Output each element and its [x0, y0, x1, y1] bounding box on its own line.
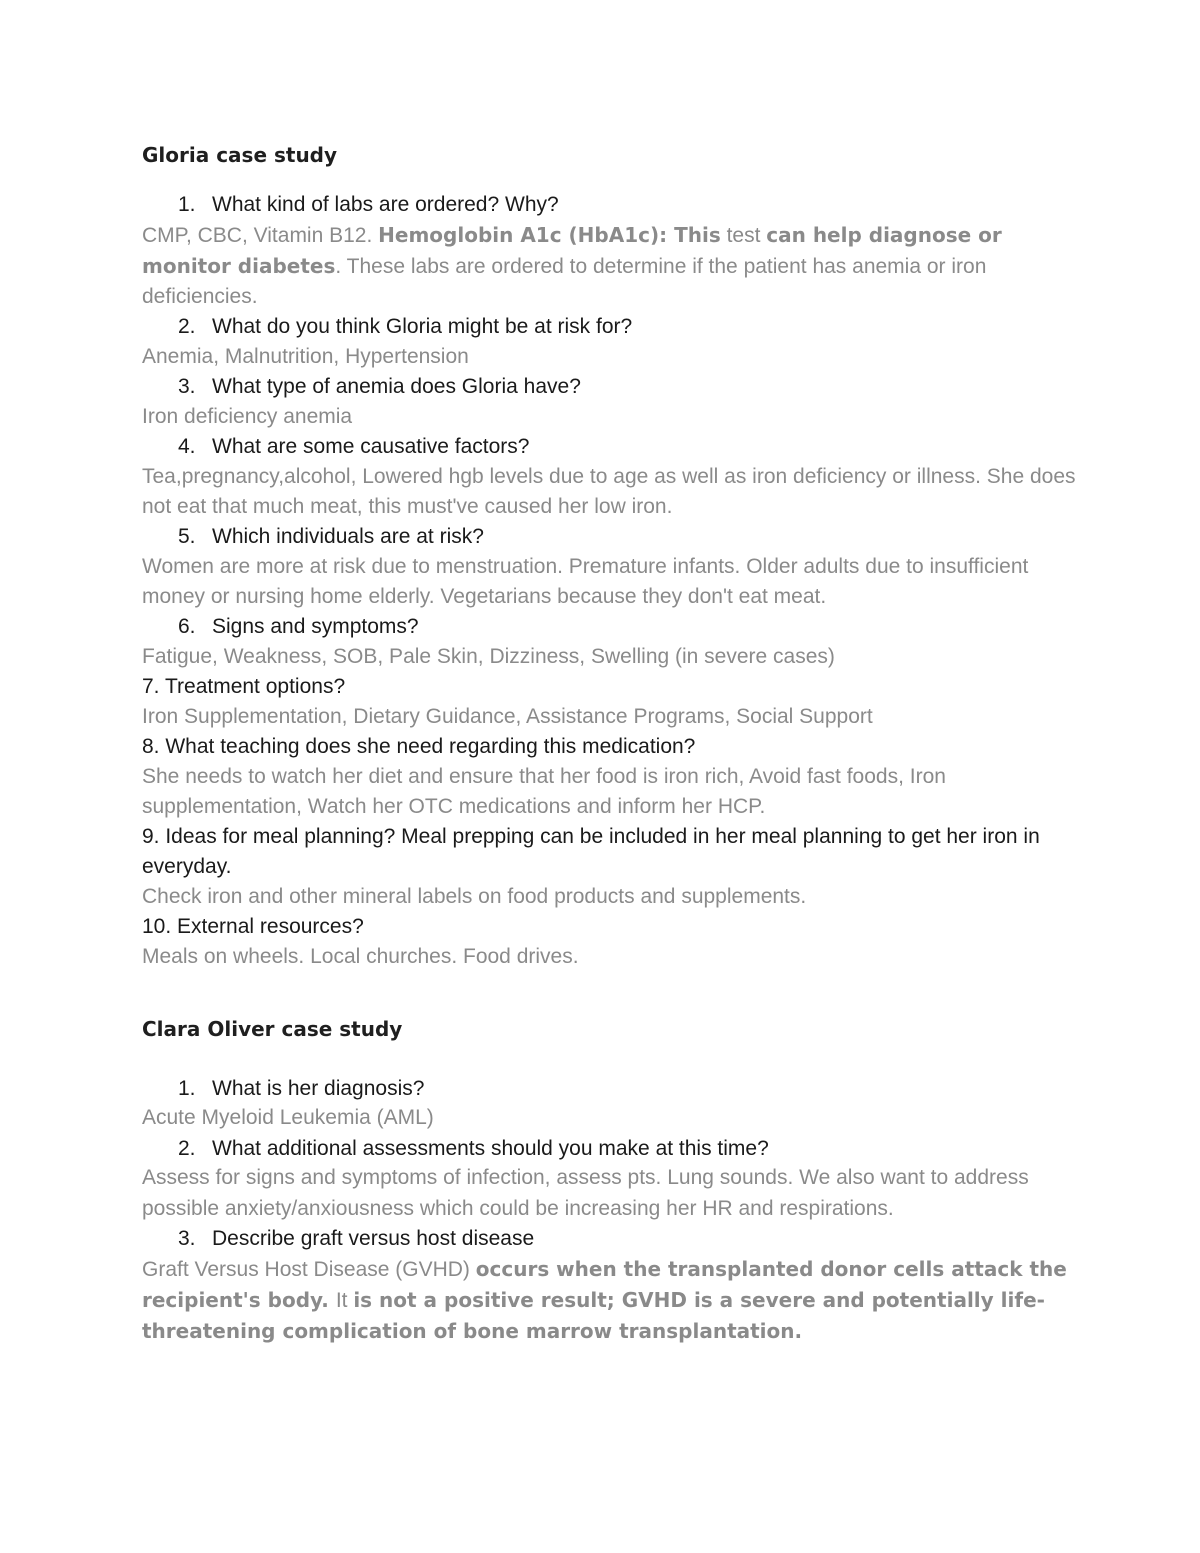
gloria-question-5	[142, 522, 1082, 552]
answer-bold-text: can help diagnose or monitor diabetes	[142, 222, 1002, 278]
answer-bold-text: is not a positive result; GVHD is a severe and potentially life-threatening complication of bone marrow transplantation.	[142, 1287, 1045, 1343]
gloria-question-6	[142, 612, 1082, 642]
question-number: 6.	[178, 615, 196, 639]
clara-answer-1: Acute Myeloid Leukemia (AML)	[142, 1106, 434, 1130]
question-text: What additional assessments should you make at this time?	[212, 1136, 769, 1160]
gloria-answer-4: Tea,pregnancy,alcohol, Lowered hgb levels due to age as well as iron deficiency or illness. She does not eat that much meat, this must've caused her low iron.	[142, 464, 1076, 519]
question-number: 1.	[178, 1076, 196, 1100]
question-number: 2.	[178, 1136, 196, 1160]
question-text: What type of anemia does Gloria have?	[212, 375, 581, 399]
question-number: 5.	[178, 525, 196, 549]
gloria-answer-8: She needs to watch her diet and ensure that her food is iron rich, Avoid fast foods, Iron supplementation, Watch her OTC medications and inform her HCP.	[142, 764, 946, 819]
question-number: 3.	[178, 1226, 196, 1250]
gloria-question-3	[142, 372, 1082, 402]
gloria-section-title: Gloria case study	[142, 143, 338, 167]
question-number: 1.	[178, 193, 196, 216]
question-text: What is her diagnosis?	[212, 1076, 425, 1100]
answer-text: Graft Versus Host Disease (GVHD)	[142, 1257, 476, 1281]
clara-question-1	[142, 1074, 1082, 1104]
gloria-question-4	[142, 432, 1082, 462]
question-text: Signs and symptoms?	[212, 615, 419, 639]
gloria-question-7: 7. Treatment options?	[142, 675, 346, 699]
question-text: Describe graft versus host disease	[212, 1226, 535, 1250]
gloria-question-8: 8. What teaching does she need regarding this medication?	[142, 735, 696, 759]
document-page	[142, 140, 1082, 1347]
gloria-answer-2: Anemia, Malnutrition, Hypertension	[142, 345, 469, 369]
clara-answer-3	[142, 1254, 1082, 1348]
question-text: What do you think Gloria might be at risk for?	[212, 315, 633, 339]
gloria-question-2	[142, 312, 1082, 342]
gloria-answer-9: Check iron and other mineral labels on food products and supplements.	[142, 884, 807, 908]
answer-text: CMP, CBC, Vitamin B12.	[142, 223, 379, 247]
gloria-question-10: 10. External resources?	[142, 914, 364, 938]
question-number: 2.	[178, 315, 196, 339]
question-number: 4.	[178, 435, 196, 459]
gloria-answer-3: Iron deficiency anemia	[142, 404, 353, 428]
question-text: Which individuals are at risk?	[212, 525, 484, 549]
question-text: What kind of labs are ordered? Why?	[212, 193, 559, 216]
gloria-answer-1	[142, 220, 1082, 313]
gloria-answer-7: Iron Supplementation, Dietary Guidance, Assistance Programs, Social Support	[142, 704, 873, 728]
clara-section-title: Clara Oliver case study	[142, 1016, 403, 1041]
answer-text: . These labs are ordered to determine if the patient has anemia or iron deficiencies.	[142, 254, 987, 309]
answer-bold-text: occurs when the transplanted donor cells attack the recipient's body.	[142, 1256, 1067, 1312]
gloria-question-1	[142, 190, 1082, 220]
question-number: 3.	[178, 375, 196, 399]
answer-bold-text: Hemoglobin A1c (HbA1c): This	[378, 222, 721, 247]
clara-answer-2: Assess for signs and symptoms of infection, assess pts. Lung sounds. We also want to address possible anxiety/anxiousness which could be increasing her HR and respirations.	[142, 1166, 1029, 1220]
clara-question-2	[142, 1134, 1082, 1164]
clara-question-3	[142, 1224, 1082, 1254]
gloria-answer-6: Fatigue, Weakness, SOB, Pale Skin, Dizziness, Swelling (in severe cases)	[142, 645, 835, 669]
gloria-answer-5: Women are more at risk due to menstruation. Premature infants. Older adults due to insufficient money or nursing home elderly. Vegetarians because they don't eat meat.	[142, 554, 1029, 609]
answer-text: test	[720, 223, 767, 247]
answer-text: It	[335, 1288, 354, 1312]
gloria-answer-10: Meals on wheels. Local churches. Food drives.	[142, 944, 579, 968]
gloria-question-9: 9. Ideas for meal planning? Meal prepping can be included in her meal planning to get her iron in everyday.	[142, 825, 1040, 878]
question-text: What are some causative factors?	[212, 435, 530, 459]
